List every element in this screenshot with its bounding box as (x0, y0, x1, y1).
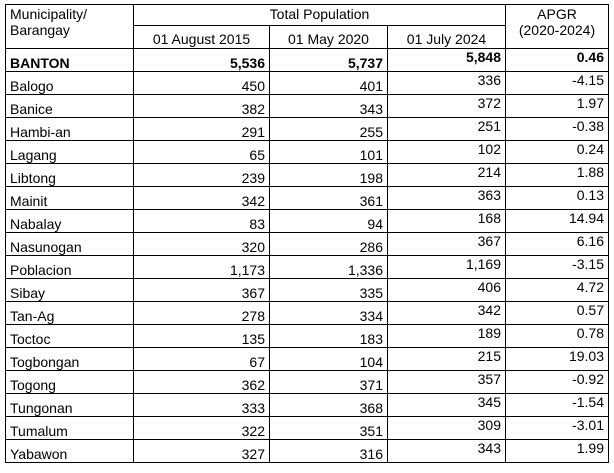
barangay-name: Nasunogan (6, 233, 134, 256)
pop-2015-cell: 278 (134, 302, 270, 325)
pop-2015-cell: 362 (134, 371, 270, 394)
apgr-cell: 1.97 (506, 95, 609, 118)
barangay-name: Balogo (6, 72, 134, 95)
pop-2015-cell: 239 (134, 164, 270, 187)
pop-2015-cell: 65 (134, 141, 270, 164)
pop-2015-cell: 342 (134, 187, 270, 210)
apgr-cell: 14.94 (506, 210, 609, 233)
municipality-header-line2: Barangay (10, 22, 70, 38)
barangay-name: Hambi-an (6, 118, 134, 141)
total-apgr: 0.46 (506, 49, 609, 72)
table-row (6, 394, 609, 417)
apgr-cell: -0.92 (506, 371, 609, 394)
table-row (6, 256, 609, 279)
table-row (6, 72, 609, 95)
total-row (6, 49, 609, 72)
barangay-name: Toctoc (6, 325, 134, 348)
total-pop-2015: 5,536 (134, 49, 270, 72)
pop-2020-cell: 351 (270, 417, 388, 440)
apgr-cell: -3.01 (506, 417, 609, 440)
pop-2024-cell: 372 (388, 95, 506, 118)
apgr-cell: 1.88 (506, 164, 609, 187)
table-row (6, 417, 609, 440)
date-2015-header: 01 August 2015 (134, 26, 270, 49)
pop-2020-cell: 361 (270, 187, 388, 210)
apgr-cell: 4.72 (506, 279, 609, 302)
pop-2024-cell: 1,169 (388, 256, 506, 279)
table-row (6, 233, 609, 256)
date-2020-header: 01 May 2020 (270, 26, 388, 49)
pop-2015-cell: 67 (134, 348, 270, 371)
pop-2020-cell: 104 (270, 348, 388, 371)
table-row (6, 302, 609, 325)
table-row (6, 164, 609, 187)
pop-2020-cell: 316 (270, 440, 388, 463)
barangay-name: Togbongan (6, 348, 134, 371)
apgr-cell: 1.99 (506, 440, 609, 463)
apgr-cell: 6.16 (506, 233, 609, 256)
total-name: BANTON (6, 49, 134, 72)
table-row (6, 95, 609, 118)
pop-2024-cell: 345 (388, 394, 506, 417)
pop-2015-cell: 320 (134, 233, 270, 256)
pop-2020-cell: 343 (270, 95, 388, 118)
pop-2024-cell: 367 (388, 233, 506, 256)
pop-2024-cell: 102 (388, 141, 506, 164)
table-row (6, 348, 609, 371)
pop-2015-cell: 333 (134, 394, 270, 417)
pop-2020-cell: 335 (270, 279, 388, 302)
barangay-name: Nabalay (6, 210, 134, 233)
pop-2024-cell: 189 (388, 325, 506, 348)
pop-2024-cell: 406 (388, 279, 506, 302)
table-row (6, 118, 609, 141)
barangay-name: Sibay (6, 279, 134, 302)
barangay-name: Yabawon (6, 440, 134, 463)
pop-2024-cell: 363 (388, 187, 506, 210)
apgr-cell: 0.57 (506, 302, 609, 325)
pop-2015-cell: 367 (134, 279, 270, 302)
pop-2020-cell: 371 (270, 371, 388, 394)
pop-2024-cell: 309 (388, 417, 506, 440)
table-row (6, 279, 609, 302)
apgr-cell: -1.54 (506, 394, 609, 417)
table-row (6, 141, 609, 164)
pop-2020-cell: 94 (270, 210, 388, 233)
total-pop-2024: 5,848 (388, 49, 506, 72)
pop-2020-cell: 255 (270, 118, 388, 141)
barangay-name: Libtong (6, 164, 134, 187)
apgr-cell: -3.15 (506, 256, 609, 279)
apgr-cell: 19.03 (506, 348, 609, 371)
pop-2015-cell: 135 (134, 325, 270, 348)
barangay-name: Tumalum (6, 417, 134, 440)
table-row (6, 440, 609, 463)
apgr-cell: 0.78 (506, 325, 609, 348)
barangay-name: Poblacion (6, 256, 134, 279)
apgr-cell: 0.13 (506, 187, 609, 210)
pop-2015-cell: 322 (134, 417, 270, 440)
pop-2015-cell: 450 (134, 72, 270, 95)
pop-2020-cell: 101 (270, 141, 388, 164)
barangay-name: Lagang (6, 141, 134, 164)
date-2024-header: 01 July 2024 (388, 26, 506, 49)
pop-2020-cell: 368 (270, 394, 388, 417)
barangay-name: Togong (6, 371, 134, 394)
population-table (5, 4, 609, 463)
apgr-header (506, 5, 609, 49)
pop-2020-cell: 198 (270, 164, 388, 187)
table-body (6, 49, 609, 463)
pop-2024-cell: 215 (388, 348, 506, 371)
table-row (6, 371, 609, 394)
pop-2024-cell: 342 (388, 302, 506, 325)
pop-2020-cell: 183 (270, 325, 388, 348)
apgr-header-line1: APGR (537, 6, 577, 22)
apgr-cell: -0.38 (506, 118, 609, 141)
municipality-header-line1: Municipality/ (10, 6, 88, 22)
table-row (6, 187, 609, 210)
table-header (6, 5, 609, 49)
pop-2024-cell: 336 (388, 72, 506, 95)
pop-2020-cell: 334 (270, 302, 388, 325)
pop-2024-cell: 357 (388, 371, 506, 394)
pop-2020-cell: 401 (270, 72, 388, 95)
pop-2015-cell: 327 (134, 440, 270, 463)
apgr-header-line2: (2020-2024) (518, 22, 596, 38)
pop-2024-cell: 168 (388, 210, 506, 233)
apgr-cell: -4.15 (506, 72, 609, 95)
table-row (6, 210, 609, 233)
pop-2020-cell: 1,336 (270, 256, 388, 279)
barangay-name: Tungonan (6, 394, 134, 417)
apgr-cell: 0.24 (506, 141, 609, 164)
total-pop-2020: 5,737 (270, 49, 388, 72)
pop-2015-cell: 1,173 (134, 256, 270, 279)
pop-2015-cell: 382 (134, 95, 270, 118)
pop-2024-cell: 251 (388, 118, 506, 141)
barangay-name: Mainit (6, 187, 134, 210)
barangay-name: Tan-Ag (6, 302, 134, 325)
pop-2015-cell: 291 (134, 118, 270, 141)
municipality-header (6, 5, 134, 49)
table-row (6, 325, 609, 348)
pop-2020-cell: 286 (270, 233, 388, 256)
pop-2015-cell: 83 (134, 210, 270, 233)
pop-2024-cell: 214 (388, 164, 506, 187)
barangay-name: Banice (6, 95, 134, 118)
pop-2024-cell: 343 (388, 440, 506, 463)
total-population-header: Total Population (134, 5, 506, 26)
